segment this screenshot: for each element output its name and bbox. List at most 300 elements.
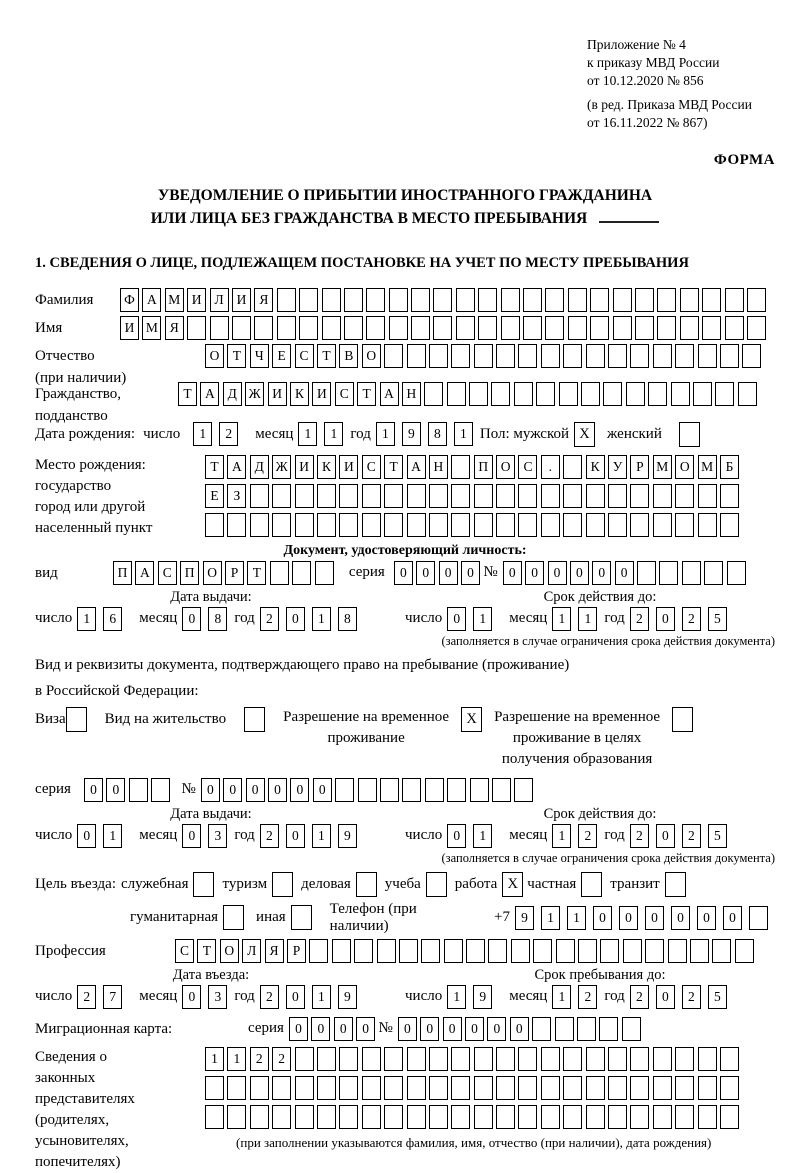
form-cell[interactable] (295, 1105, 314, 1129)
form-cell[interactable] (272, 1076, 291, 1100)
form-cell[interactable] (309, 939, 328, 963)
form-cell[interactable]: 0 (697, 906, 716, 930)
form-cell[interactable]: 2 (77, 985, 96, 1009)
form-cell[interactable] (187, 316, 206, 340)
form-cell[interactable] (698, 344, 717, 368)
form-cell[interactable] (518, 1105, 537, 1129)
form-cell[interactable] (653, 1047, 672, 1071)
form-cell[interactable] (635, 288, 654, 312)
form-cell[interactable]: И (268, 382, 287, 406)
form-cell[interactable]: И (187, 288, 206, 312)
form-cell[interactable] (277, 316, 296, 340)
form-cell[interactable] (518, 1076, 537, 1100)
form-cell[interactable] (541, 484, 560, 508)
form-cell[interactable] (608, 513, 627, 537)
purpose-official-checkbox[interactable] (193, 872, 214, 897)
form-cell[interactable]: И (312, 382, 331, 406)
form-cell[interactable]: Т (205, 455, 224, 479)
form-cell[interactable] (272, 484, 291, 508)
form-cell[interactable] (407, 484, 426, 508)
form-cell[interactable] (626, 382, 645, 406)
form-cell[interactable] (407, 513, 426, 537)
form-cell[interactable] (653, 1076, 672, 1100)
form-cell[interactable] (720, 1047, 739, 1071)
form-cell[interactable] (250, 484, 269, 508)
form-cell[interactable]: 0 (510, 1017, 529, 1041)
form-cell[interactable] (680, 288, 699, 312)
form-cell[interactable] (613, 316, 632, 340)
form-cell[interactable] (690, 939, 709, 963)
form-cell[interactable] (608, 344, 627, 368)
form-cell[interactable]: 1 (205, 1047, 224, 1071)
form-cell[interactable] (362, 513, 381, 537)
form-cell[interactable] (653, 1105, 672, 1129)
form-cell[interactable] (270, 561, 289, 585)
form-cell[interactable]: А (407, 455, 426, 479)
form-cell[interactable] (344, 288, 363, 312)
form-cell[interactable] (608, 484, 627, 508)
form-cell[interactable] (586, 1105, 605, 1129)
form-cell[interactable] (451, 484, 470, 508)
form-cell[interactable] (129, 778, 148, 802)
form-cell[interactable] (715, 382, 734, 406)
form-cell[interactable] (380, 778, 399, 802)
form-cell[interactable] (590, 288, 609, 312)
form-cell[interactable]: 2 (260, 985, 279, 1009)
form-cell[interactable]: Л (242, 939, 261, 963)
form-cell[interactable] (366, 288, 385, 312)
form-cell[interactable] (496, 513, 515, 537)
form-cell[interactable] (407, 1047, 426, 1071)
form-cell[interactable]: Т (317, 344, 336, 368)
form-cell[interactable]: 3 (208, 985, 227, 1009)
form-cell[interactable] (210, 316, 229, 340)
form-cell[interactable] (407, 344, 426, 368)
form-cell[interactable] (545, 288, 564, 312)
form-cell[interactable] (501, 288, 520, 312)
form-cell[interactable] (295, 1047, 314, 1071)
form-cell[interactable] (586, 513, 605, 537)
form-cell[interactable] (523, 316, 542, 340)
form-cell[interactable]: А (135, 561, 154, 585)
form-cell[interactable] (577, 1017, 596, 1041)
form-cell[interactable]: 1 (552, 824, 571, 848)
form-cell[interactable]: С (362, 455, 381, 479)
form-cell[interactable]: О (362, 344, 381, 368)
form-cell[interactable] (425, 778, 444, 802)
form-cell[interactable] (429, 1047, 448, 1071)
form-cell[interactable] (635, 316, 654, 340)
form-cell[interactable] (518, 1047, 537, 1071)
form-cell[interactable] (474, 1076, 493, 1100)
form-cell[interactable]: 0 (619, 906, 638, 930)
form-cell[interactable] (205, 1076, 224, 1100)
form-cell[interactable]: 9 (515, 906, 534, 930)
form-cell[interactable]: 0 (525, 561, 544, 585)
form-cell[interactable] (411, 288, 430, 312)
form-cell[interactable] (698, 513, 717, 537)
form-cell[interactable]: 0 (656, 607, 675, 631)
form-cell[interactable] (339, 1076, 358, 1100)
form-cell[interactable] (389, 288, 408, 312)
form-cell[interactable] (377, 939, 396, 963)
form-cell[interactable]: Е (272, 344, 291, 368)
form-cell[interactable]: С (335, 382, 354, 406)
form-cell[interactable]: З (227, 484, 246, 508)
form-cell[interactable] (232, 316, 251, 340)
form-cell[interactable] (657, 316, 676, 340)
form-cell[interactable]: 1 (77, 607, 96, 631)
form-cell[interactable] (668, 939, 687, 963)
form-cell[interactable]: 0 (443, 1017, 462, 1041)
form-cell[interactable] (451, 1105, 470, 1129)
form-cell[interactable]: К (290, 382, 309, 406)
form-cell[interactable]: Я (165, 316, 184, 340)
form-cell[interactable] (675, 484, 694, 508)
form-cell[interactable] (702, 316, 721, 340)
form-cell[interactable] (586, 1047, 605, 1071)
form-cell[interactable] (532, 1017, 551, 1041)
form-cell[interactable]: 2 (260, 607, 279, 631)
form-cell[interactable] (563, 513, 582, 537)
form-cell[interactable]: К (317, 455, 336, 479)
form-cell[interactable] (429, 484, 448, 508)
form-cell[interactable]: О (675, 455, 694, 479)
form-cell[interactable]: 1 (103, 824, 122, 848)
form-cell[interactable] (469, 382, 488, 406)
form-cell[interactable]: П (113, 561, 132, 585)
form-cell[interactable]: Ч (250, 344, 269, 368)
form-cell[interactable] (250, 1105, 269, 1129)
form-cell[interactable] (630, 484, 649, 508)
form-cell[interactable] (277, 288, 296, 312)
form-cell[interactable]: О (205, 344, 224, 368)
form-cell[interactable] (725, 288, 744, 312)
form-cell[interactable]: 9 (338, 985, 357, 1009)
purpose-work-checkbox[interactable]: X (502, 872, 523, 897)
form-cell[interactable]: Т (197, 939, 216, 963)
form-cell[interactable] (682, 561, 701, 585)
form-cell[interactable] (421, 939, 440, 963)
form-cell[interactable] (608, 1076, 627, 1100)
form-cell[interactable]: 8 (208, 607, 227, 631)
form-cell[interactable] (536, 382, 555, 406)
form-cell[interactable]: 2 (630, 824, 649, 848)
form-cell[interactable] (653, 484, 672, 508)
form-cell[interactable]: 1 (324, 422, 343, 446)
form-cell[interactable] (335, 778, 354, 802)
form-cell[interactable] (698, 484, 717, 508)
form-cell[interactable]: 0 (182, 824, 201, 848)
form-cell[interactable]: 3 (208, 824, 227, 848)
form-cell[interactable] (496, 344, 515, 368)
purpose-humanitarian-checkbox[interactable] (223, 905, 244, 930)
form-cell[interactable] (559, 382, 578, 406)
form-cell[interactable] (250, 513, 269, 537)
form-cell[interactable]: 2 (219, 422, 238, 446)
form-cell[interactable]: 0 (286, 607, 305, 631)
form-cell[interactable] (698, 1047, 717, 1071)
form-cell[interactable]: Т (247, 561, 266, 585)
form-cell[interactable]: П (180, 561, 199, 585)
form-cell[interactable] (451, 1076, 470, 1100)
form-cell[interactable] (675, 1105, 694, 1129)
form-cell[interactable] (254, 316, 273, 340)
form-cell[interactable]: 0 (416, 561, 435, 585)
form-cell[interactable]: 0 (593, 906, 612, 930)
form-cell[interactable] (227, 1076, 246, 1100)
form-cell[interactable]: 5 (708, 607, 727, 631)
form-cell[interactable] (433, 288, 452, 312)
form-cell[interactable] (578, 939, 597, 963)
form-cell[interactable] (433, 316, 452, 340)
form-cell[interactable] (599, 1017, 618, 1041)
form-cell[interactable]: М (165, 288, 184, 312)
form-cell[interactable] (704, 561, 723, 585)
form-cell[interactable] (698, 1105, 717, 1129)
form-cell[interactable]: О (496, 455, 515, 479)
form-cell[interactable]: Р (287, 939, 306, 963)
form-cell[interactable]: 1 (376, 422, 395, 446)
form-cell[interactable] (451, 455, 470, 479)
form-cell[interactable]: И (339, 455, 358, 479)
form-cell[interactable] (317, 513, 336, 537)
form-cell[interactable]: 9 (338, 824, 357, 848)
form-cell[interactable] (622, 1017, 641, 1041)
form-cell[interactable]: 2 (260, 824, 279, 848)
form-cell[interactable] (339, 513, 358, 537)
form-cell[interactable] (518, 484, 537, 508)
form-cell[interactable]: 2 (578, 985, 597, 1009)
form-cell[interactable] (675, 1076, 694, 1100)
form-cell[interactable]: 1 (312, 607, 331, 631)
form-cell[interactable] (295, 1076, 314, 1100)
form-cell[interactable] (563, 455, 582, 479)
form-cell[interactable] (474, 344, 493, 368)
form-cell[interactable] (533, 939, 552, 963)
form-cell[interactable] (205, 1105, 224, 1129)
form-cell[interactable]: 0 (286, 824, 305, 848)
form-cell[interactable] (680, 316, 699, 340)
form-cell[interactable]: 1 (227, 1047, 246, 1071)
form-cell[interactable]: Я (265, 939, 284, 963)
form-cell[interactable] (653, 344, 672, 368)
form-cell[interactable] (317, 1076, 336, 1100)
form-cell[interactable] (514, 382, 533, 406)
form-cell[interactable]: 1 (312, 824, 331, 848)
form-cell[interactable]: 1 (312, 985, 331, 1009)
form-cell[interactable] (451, 513, 470, 537)
temp-residence-education-checkbox[interactable] (672, 707, 693, 732)
visa-checkbox[interactable] (66, 707, 87, 732)
form-cell[interactable] (227, 513, 246, 537)
form-cell[interactable]: 2 (682, 607, 701, 631)
form-cell[interactable]: 0 (447, 824, 466, 848)
form-cell[interactable] (429, 1076, 448, 1100)
form-cell[interactable] (568, 288, 587, 312)
form-cell[interactable]: 0 (356, 1017, 375, 1041)
form-cell[interactable] (407, 1105, 426, 1129)
form-cell[interactable] (295, 513, 314, 537)
form-cell[interactable] (720, 484, 739, 508)
form-cell[interactable] (630, 513, 649, 537)
form-cell[interactable] (608, 1047, 627, 1071)
form-cell[interactable]: Т (384, 455, 403, 479)
form-cell[interactable] (518, 513, 537, 537)
form-cell[interactable] (399, 939, 418, 963)
form-cell[interactable]: К (586, 455, 605, 479)
form-cell[interactable]: 0 (182, 985, 201, 1009)
form-cell[interactable]: 0 (487, 1017, 506, 1041)
form-cell[interactable]: 0 (313, 778, 332, 802)
form-cell[interactable]: 1 (193, 422, 212, 446)
form-cell[interactable] (720, 1076, 739, 1100)
form-cell[interactable]: Ж (245, 382, 264, 406)
form-cell[interactable] (541, 1047, 560, 1071)
form-cell[interactable] (712, 939, 731, 963)
form-cell[interactable] (478, 316, 497, 340)
form-cell[interactable] (586, 484, 605, 508)
form-cell[interactable] (702, 288, 721, 312)
form-cell[interactable] (474, 484, 493, 508)
form-cell[interactable] (411, 316, 430, 340)
form-cell[interactable]: 0 (77, 824, 96, 848)
form-cell[interactable] (514, 778, 533, 802)
form-cell[interactable] (362, 1076, 381, 1100)
form-cell[interactable] (447, 382, 466, 406)
form-cell[interactable] (362, 484, 381, 508)
form-cell[interactable] (496, 484, 515, 508)
form-cell[interactable] (518, 344, 537, 368)
form-cell[interactable]: 0 (447, 607, 466, 631)
form-cell[interactable] (738, 382, 757, 406)
form-cell[interactable] (272, 513, 291, 537)
form-cell[interactable] (317, 1105, 336, 1129)
form-cell[interactable]: 2 (630, 607, 649, 631)
form-cell[interactable]: А (142, 288, 161, 312)
form-cell[interactable]: 8 (338, 607, 357, 631)
form-cell[interactable] (735, 939, 754, 963)
form-cell[interactable] (492, 778, 511, 802)
form-cell[interactable] (344, 316, 363, 340)
form-cell[interactable] (630, 344, 649, 368)
form-cell[interactable] (339, 1105, 358, 1129)
form-cell[interactable] (523, 288, 542, 312)
form-cell[interactable]: Я (254, 288, 273, 312)
form-cell[interactable]: 0 (286, 985, 305, 1009)
form-cell[interactable] (488, 939, 507, 963)
form-cell[interactable]: 6 (103, 607, 122, 631)
form-cell[interactable] (424, 382, 443, 406)
form-cell[interactable]: А (227, 455, 246, 479)
form-cell[interactable]: 0 (645, 906, 664, 930)
form-cell[interactable]: 1 (567, 906, 586, 930)
form-cell[interactable]: 0 (398, 1017, 417, 1041)
form-cell[interactable] (725, 316, 744, 340)
form-cell[interactable] (151, 778, 170, 802)
form-cell[interactable]: 0 (465, 1017, 484, 1041)
form-cell[interactable] (451, 344, 470, 368)
form-cell[interactable] (354, 939, 373, 963)
form-cell[interactable] (747, 316, 766, 340)
form-cell[interactable]: 0 (289, 1017, 308, 1041)
form-cell[interactable]: 2 (250, 1047, 269, 1071)
form-cell[interactable]: 0 (671, 906, 690, 930)
form-cell[interactable]: 0 (334, 1017, 353, 1041)
form-cell[interactable] (322, 316, 341, 340)
form-cell[interactable] (315, 561, 334, 585)
form-cell[interactable] (645, 939, 664, 963)
form-cell[interactable]: 1 (298, 422, 317, 446)
form-cell[interactable]: Н (429, 455, 448, 479)
form-cell[interactable]: Ж (272, 455, 291, 479)
form-cell[interactable]: 9 (473, 985, 492, 1009)
form-cell[interactable]: 0 (656, 985, 675, 1009)
form-cell[interactable] (555, 1017, 574, 1041)
form-cell[interactable]: Р (630, 455, 649, 479)
form-cell[interactable]: П (474, 455, 493, 479)
form-cell[interactable] (563, 484, 582, 508)
form-cell[interactable]: 1 (552, 607, 571, 631)
form-cell[interactable]: 2 (682, 824, 701, 848)
form-cell[interactable]: 1 (447, 985, 466, 1009)
form-cell[interactable]: 0 (439, 561, 458, 585)
form-cell[interactable]: 0 (461, 561, 480, 585)
form-cell[interactable]: 0 (548, 561, 567, 585)
form-cell[interactable] (456, 316, 475, 340)
form-cell[interactable] (698, 1076, 717, 1100)
form-cell[interactable] (693, 382, 712, 406)
form-cell[interactable]: С (295, 344, 314, 368)
form-cell[interactable] (339, 1047, 358, 1071)
form-cell[interactable] (429, 513, 448, 537)
purpose-tourism-checkbox[interactable] (272, 872, 293, 897)
form-cell[interactable] (623, 939, 642, 963)
form-cell[interactable] (366, 316, 385, 340)
form-cell[interactable]: 0 (246, 778, 265, 802)
purpose-business-checkbox[interactable] (356, 872, 377, 897)
form-cell[interactable]: 0 (615, 561, 634, 585)
form-cell[interactable] (496, 1105, 515, 1129)
sex-female-checkbox[interactable] (679, 422, 700, 447)
form-cell[interactable]: 2 (630, 985, 649, 1009)
form-cell[interactable] (474, 1047, 493, 1071)
form-cell[interactable]: 9 (402, 422, 421, 446)
form-cell[interactable]: 0 (723, 906, 742, 930)
form-cell[interactable] (322, 288, 341, 312)
form-cell[interactable]: Д (223, 382, 242, 406)
form-cell[interactable] (384, 1076, 403, 1100)
form-cell[interactable] (563, 344, 582, 368)
form-cell[interactable] (590, 316, 609, 340)
form-cell[interactable] (630, 1076, 649, 1100)
temp-residence-checkbox[interactable]: X (461, 707, 482, 732)
form-cell[interactable]: Ф (120, 288, 139, 312)
form-cell[interactable]: М (653, 455, 672, 479)
form-cell[interactable] (384, 513, 403, 537)
form-cell[interactable] (541, 1076, 560, 1100)
form-cell[interactable]: А (200, 382, 219, 406)
form-cell[interactable]: 0 (290, 778, 309, 802)
form-cell[interactable] (317, 484, 336, 508)
form-cell[interactable] (496, 1047, 515, 1071)
form-cell[interactable]: Б (720, 455, 739, 479)
form-cell[interactable] (563, 1105, 582, 1129)
form-cell[interactable] (429, 344, 448, 368)
form-cell[interactable]: А (380, 382, 399, 406)
form-cell[interactable] (466, 939, 485, 963)
form-cell[interactable]: 1 (541, 906, 560, 930)
